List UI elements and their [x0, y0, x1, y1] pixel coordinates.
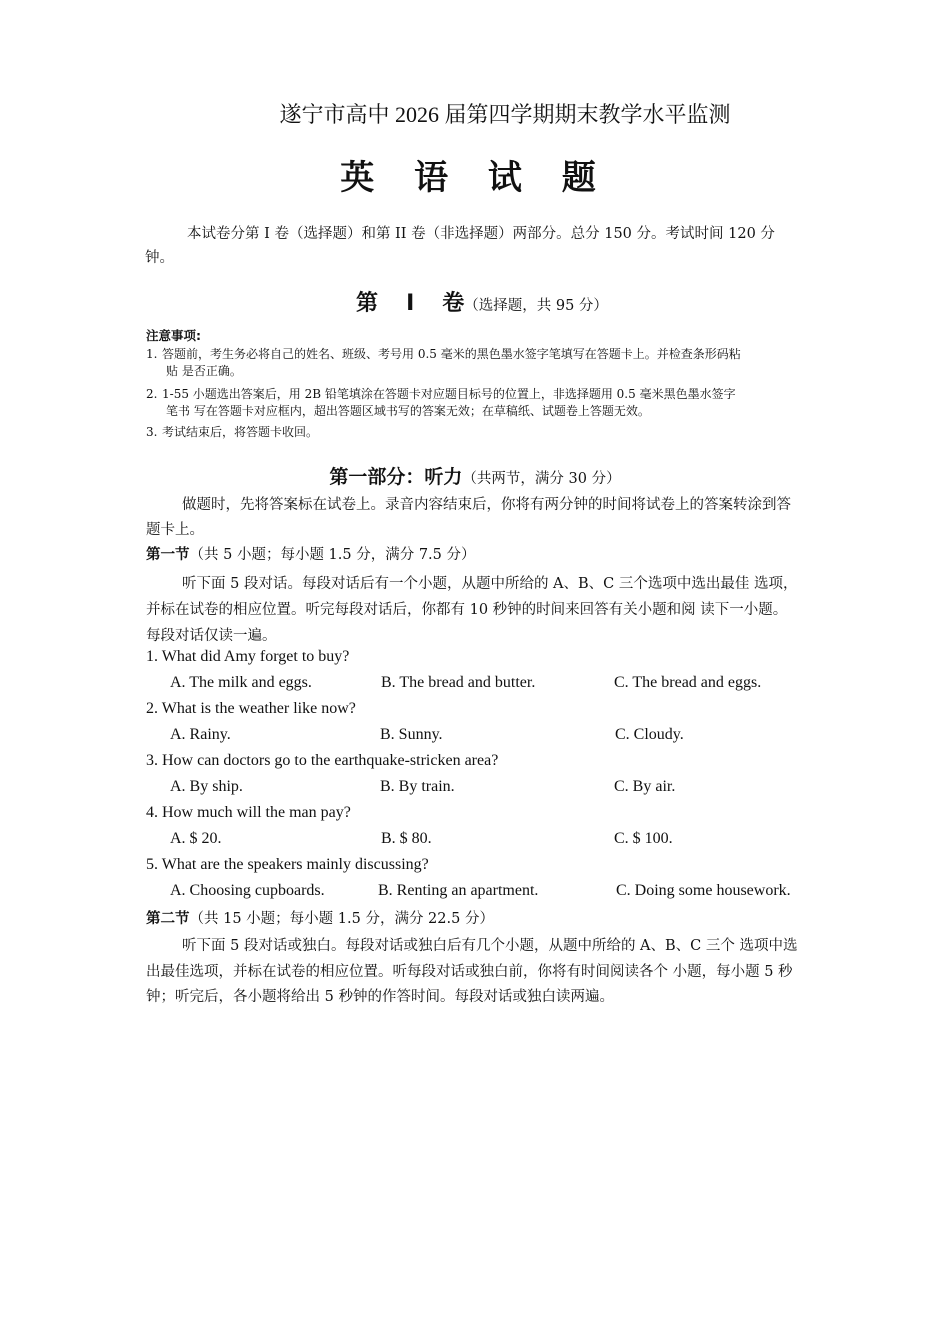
option-a: A. By ship. — [170, 778, 243, 795]
section-two-instruction: 听下面 5 段对话或独白。每段对话或独白后有几个小题，从题中所给的 A、B、C 三个 选项中选出最佳选项，并标在试卷的相应位置。听每段对话或独白前，你将有时间阅读各个 小题，每小题 5 秒钟；听完后，各小题将给出 5 秒钟的作答时间。每段对话或独白读两遍。 — [146, 938, 798, 1005]
part-one-subtitle: （共两节，满分 30 分） — [462, 471, 621, 487]
notice-num: 3. — [146, 425, 158, 439]
notice-text: 1-55 小题选出答案后，用 2B 铅笔填涂在答题卡对应题目标号的位置上，非选择题用 0.5 毫米黑色墨水签字 — [162, 387, 736, 401]
option-a: A. Choosing cupboards. — [170, 882, 325, 899]
volume-title-a: 第 — [356, 291, 379, 316]
notice-heading: 注意事项: — [146, 328, 201, 343]
question: 1. What did Amy forget to buy? — [146, 648, 350, 665]
option-c: C. Doing some housework. — [616, 882, 791, 899]
option-c: C. Cloudy. — [615, 726, 684, 743]
section-one-subtitle: （共 5 小题；每小题 1.5 分，满分 7.5 分） — [189, 547, 476, 563]
option-b: B. By train. — [380, 778, 455, 795]
question: 4. How much will the man pay? — [146, 804, 351, 821]
part-one-instruction: 做题时，先将答案标在试卷上。录音内容结束后，你将有两分钟的时间将试卷上的答案转涂到答 题卡上。 — [146, 497, 791, 538]
part-one-heading — [0, 462, 950, 489]
option-a: A. The milk and eggs. — [170, 674, 312, 691]
school-header: 遂宁市高中 2026 届第四学期期末教学水平监测 — [279, 102, 731, 127]
notice-num: 2. — [146, 387, 158, 401]
option-b: B. Renting an apartment. — [378, 882, 539, 899]
notice-text-cont: 贴 是否正确。 — [166, 364, 242, 378]
option-c: C. $ 100. — [614, 830, 673, 847]
volume-one-heading — [0, 286, 950, 317]
notice-item — [146, 386, 801, 420]
exam-title: 英 语 试 题 — [340, 158, 610, 198]
question: 3. How can doctors go to the earthquake-stricken area? — [146, 752, 499, 769]
question: 2. What is the weather like now? — [146, 700, 356, 717]
option-a: A. Rainy. — [170, 726, 231, 743]
notice-text: 答题前，考生务必将自己的姓名、班级、考号用 0.5 毫米的黑色墨水签字笔填写在答题卡上。并检查条形码粘 — [162, 347, 741, 361]
option-c: C. By air. — [614, 778, 676, 795]
option-b: B. The bread and butter. — [381, 674, 536, 691]
notice-num: 1. — [146, 347, 158, 361]
intro-paragraph: 本试卷分第 I 卷（选择题）和第 II 卷（非选择题）两部分。总分 150 分。考试时间 120 分钟。 — [145, 226, 775, 266]
notice-item — [146, 424, 801, 441]
section-two-heading — [146, 907, 494, 928]
volume-title-b: I — [406, 291, 415, 316]
section-one-title: 第一节 — [146, 547, 190, 563]
option-b: B. $ 80. — [381, 830, 432, 847]
section-one-instruction: 听下面 5 段对话。每段对话后有一个小题，从题中所给的 A、B、C 三个选项中选出最佳 选项，并标在试卷的相应位置。听完每段对话后，你都有 10 秒钟的时间来回答有关小题和阅 读下一小题。每段对话仅读一遍。 — [146, 576, 798, 644]
notice-text: 考试结束后，将答题卡收回。 — [162, 425, 319, 439]
question: 5. What are the speakers mainly discussing? — [146, 856, 429, 873]
option-a: A. $ 20. — [170, 830, 222, 847]
notice-item — [146, 346, 801, 380]
section-two-subtitle: （共 15 小题；每小题 1.5 分，满分 22.5 分） — [189, 911, 494, 927]
notice-text-cont: 笔书 写在答题卡对应框内，超出答题区域书写的答案无效；在草稿纸、试题卷上答题无效。 — [166, 404, 650, 418]
option-c: C. The bread and eggs. — [614, 674, 762, 691]
volume-title-c: 卷 — [442, 291, 465, 316]
section-two-title: 第二节 — [146, 911, 190, 927]
option-b: B. Sunny. — [380, 726, 443, 743]
part-one-title: 第一部分：听力 — [329, 466, 463, 488]
section-one-heading — [146, 543, 476, 564]
volume-subtitle: （选择题，共 95 分） — [464, 298, 608, 314]
